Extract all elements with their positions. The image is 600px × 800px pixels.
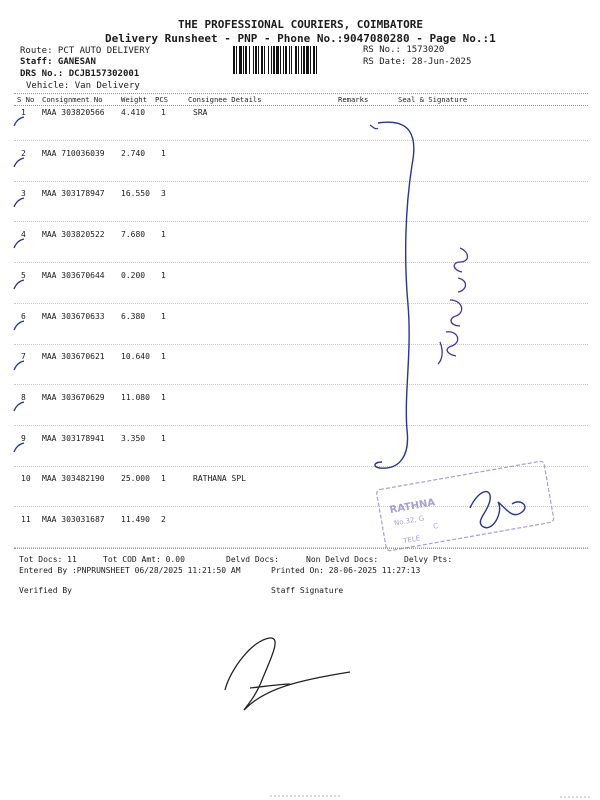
tick-mark bbox=[14, 402, 24, 411]
rs-date: RS Date: 28-Jun-2025 bbox=[363, 57, 472, 67]
col-pcs: PCS bbox=[155, 95, 168, 104]
row-consignment-no: MAA 303820522 bbox=[42, 230, 105, 239]
tick-mark bbox=[14, 198, 24, 207]
row-consignment-no: MAA 303031687 bbox=[42, 515, 105, 524]
stamp-line-1: RATHNA bbox=[388, 497, 437, 517]
tick-mark bbox=[14, 117, 24, 126]
col-remarks: Remarks bbox=[338, 95, 369, 104]
staff-signature-label: Staff Signature bbox=[271, 586, 344, 595]
tick-mark bbox=[14, 280, 24, 289]
row-weight: 3.350 bbox=[121, 434, 146, 443]
row-pcs: 1 bbox=[161, 474, 166, 483]
row-sno: 11 bbox=[21, 515, 31, 524]
printed-on: Printed On: 28-06-2025 11:27:13 bbox=[271, 566, 421, 575]
row-weight: 11.080 bbox=[121, 393, 150, 402]
stamp-line-4: TELE bbox=[402, 534, 421, 546]
col-sno: S No bbox=[17, 95, 35, 104]
row-weight: 4.410 bbox=[121, 108, 146, 117]
row-pcs: 3 bbox=[161, 189, 166, 198]
row-pcs: 1 bbox=[161, 149, 166, 158]
row-sno: 1 bbox=[21, 108, 26, 117]
row-consignee: SRA bbox=[193, 108, 208, 117]
row-pcs: 1 bbox=[161, 230, 166, 239]
row-sno: 6 bbox=[21, 312, 26, 321]
route-label: Route: PCT AUTO DELIVERY bbox=[20, 46, 151, 56]
staff-signature bbox=[225, 638, 350, 710]
tick-mark bbox=[14, 443, 24, 452]
tick-mark bbox=[14, 361, 24, 370]
row-weight: 11.490 bbox=[121, 515, 150, 524]
row-sno: 4 bbox=[21, 230, 26, 239]
tick-mark bbox=[14, 158, 24, 167]
row-pcs: 1 bbox=[161, 271, 166, 280]
tick-mark bbox=[14, 239, 24, 248]
row-pcs: 1 bbox=[161, 434, 166, 443]
row-weight: 10.640 bbox=[121, 352, 150, 361]
bracket-signature bbox=[375, 122, 414, 468]
row-consignment-no: MAA 303670621 bbox=[42, 352, 105, 361]
row-sno: 2 bbox=[21, 149, 26, 158]
row-consignee: RATHANA SPL bbox=[193, 474, 246, 483]
row-pcs: 2 bbox=[161, 515, 166, 524]
tick-marks bbox=[14, 117, 24, 452]
row-consignment-no: MAA 303670629 bbox=[42, 393, 105, 402]
drs-number: DRS No.: DCJB157302001 bbox=[20, 69, 140, 79]
row-consignment-no: MAA 710036039 bbox=[42, 149, 105, 158]
delivery-points: Delvy Pts: bbox=[404, 555, 453, 564]
tot-cod-amount: Tot COD Amt: 0.00 bbox=[103, 555, 185, 564]
col-consignee: Consignee Details bbox=[188, 95, 262, 104]
row-weight: 7.680 bbox=[121, 230, 146, 239]
row-consignment-no: MAA 303670633 bbox=[42, 312, 105, 321]
row-sno: 8 bbox=[21, 393, 26, 402]
row-consignment-no: MAA 303820566 bbox=[42, 108, 105, 117]
row-sno: 9 bbox=[21, 434, 26, 443]
row-pcs: 1 bbox=[161, 393, 166, 402]
staff-label: Staff: GANESAN bbox=[20, 57, 96, 67]
row-pcs: 1 bbox=[161, 312, 166, 321]
col-seal-signature: Seal & Signature bbox=[398, 95, 468, 104]
row-consignment-no: MAA 303178941 bbox=[42, 434, 105, 443]
stamp-signature bbox=[470, 492, 525, 528]
company-title: THE PROFESSIONAL COURIERS, COIMBATORE bbox=[178, 18, 424, 31]
row-sno: 5 bbox=[21, 271, 26, 280]
row-sno: 7 bbox=[21, 352, 26, 361]
tot-docs: Tot Docs: 11 bbox=[19, 555, 77, 564]
row-consignment-no: MAA 303670644 bbox=[42, 271, 105, 280]
non-delivered-docs: Non Delvd Docs: bbox=[306, 555, 379, 564]
row-weight: 25.000 bbox=[121, 474, 150, 483]
tick-mark bbox=[14, 321, 24, 330]
stamp-line-3: C bbox=[432, 522, 439, 531]
row-weight: 2.740 bbox=[121, 149, 146, 158]
verified-by: Verified By bbox=[19, 586, 72, 595]
row-weight: 0.200 bbox=[121, 271, 146, 280]
col-consignment: Consignment No bbox=[42, 95, 103, 104]
row-sno: 10 bbox=[21, 474, 31, 483]
row-weight: 6.380 bbox=[121, 312, 146, 321]
row-pcs: 1 bbox=[161, 108, 166, 117]
row-sno: 3 bbox=[21, 189, 26, 198]
stamp-line-2: No.32, G bbox=[393, 514, 425, 528]
delivered-docs: Delvd Docs: bbox=[226, 555, 279, 564]
entered-by: Entered By :PNPRUNSHEET 06/28/2025 11:21:50 AM bbox=[19, 566, 241, 575]
signature-tail bbox=[370, 125, 378, 129]
row-consignment-no: MAA 303178947 bbox=[42, 189, 105, 198]
row-pcs: 1 bbox=[161, 352, 166, 361]
vehicle-label: Vehicle: Van Delivery bbox=[26, 81, 140, 91]
handwritten-name bbox=[438, 248, 468, 364]
rs-number: RS No.: 1573020 bbox=[363, 45, 445, 55]
row-weight: 16.550 bbox=[121, 189, 150, 198]
runsheet-subtitle: Delivery Runsheet - PNP - Phone No.:9047080280 - Page No.:1 bbox=[105, 32, 496, 45]
company-stamp bbox=[376, 461, 554, 552]
row-consignment-no: MAA 303482190 bbox=[42, 474, 105, 483]
col-weight: Weight bbox=[121, 95, 147, 104]
bottom-edge-marks bbox=[270, 796, 592, 797]
